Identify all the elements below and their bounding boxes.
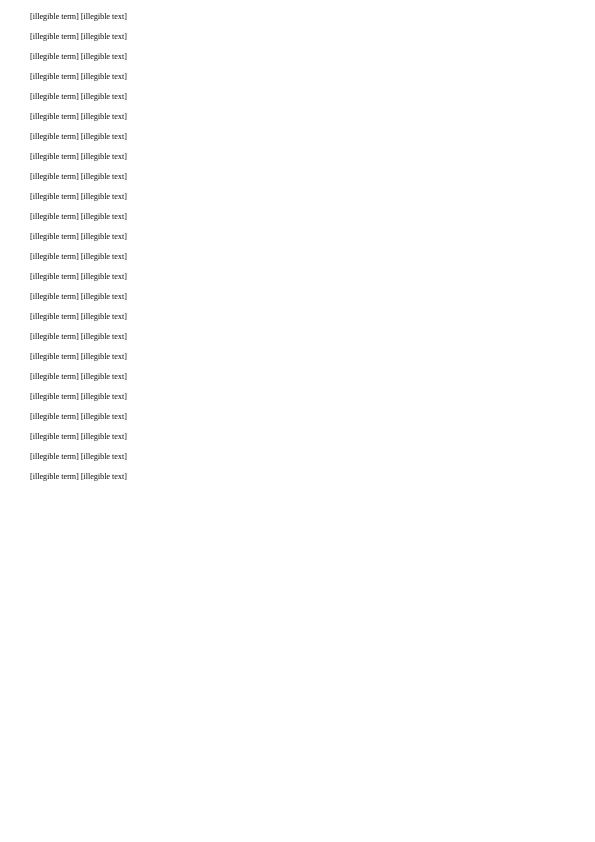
term-3-1-28: [illegible term] [30,431,79,441]
paragraph-3-1-9 [30,12,565,23]
term-3-1-19: [illegible term] [30,231,79,241]
term-3-1-18: [illegible term] [30,211,79,221]
definition-3-1-25: [illegible text] [80,371,127,381]
definition-3-1-26: [illegible text] [80,391,127,401]
term-3-1-9: [illegible term] [30,12,79,21]
definition-3-1-21: [illegible text] [80,271,127,281]
paragraph-3-1-16 [30,172,565,183]
note-label-2: [illegible term] [30,291,79,301]
definition-3-1-20: [illegible text] [80,251,127,261]
paragraph-3-1-25 [30,372,565,383]
definition-3-1-19: [illegible text] [80,231,127,241]
definition-3-1-10: [illegible text] [80,51,127,61]
note-text-3: [illegible text] [80,451,127,461]
paragraph-3-1-10 [30,52,565,63]
definition-3-1-29: [illegible text] [80,471,127,481]
definition-3-1-11: [illegible text] [80,71,127,81]
definition-3-1-22: [illegible text] [80,311,127,321]
term-3-1-27: [illegible term] [30,411,79,421]
paragraph-3-1-18 [30,212,565,223]
term-3-1-26: [illegible term] [30,391,79,401]
term-3-1-21: [illegible term] [30,271,79,281]
paragraph-3-1-12 [30,92,565,103]
paragraph-3-1-19 [30,232,565,243]
definition-3-1-14: [illegible text] [80,131,127,141]
paragraph-3-1-24 [30,352,565,363]
paragraph-3-1-22 [30,312,565,323]
note-2 [30,292,565,303]
term-3-1-23: [illegible term] [30,331,79,341]
definition-3-1-24: [illegible text] [80,351,127,361]
paragraph-3-1-14 [30,132,565,143]
paragraph-3-1-27 [30,412,565,423]
definition-3-1-12: [illegible text] [80,91,127,101]
definition-3-1-23: [illegible text] [80,331,127,341]
term-3-1-29: [illegible term] [30,471,79,481]
term-3-1-25: [illegible term] [30,371,79,381]
definition-3-1-9: [illegible text] [80,12,127,21]
term-3-1-13: [illegible term] [30,111,79,121]
note-1 [30,32,565,43]
definition-3-1-28: [illegible text] [80,431,127,441]
definition-3-1-18: [illegible text] [80,211,127,221]
paragraph-3-1-26 [30,392,565,403]
definition-3-1-17: [illegible text] [80,191,127,201]
paragraph-3-1-29 [30,472,565,483]
note-3 [30,452,565,463]
definition-3-1-16: [illegible text] [80,171,127,181]
definition-3-1-13: [illegible text] [80,111,127,121]
paragraph-3-1-13 [30,112,565,123]
term-3-1-15: [illegible term] [30,151,79,161]
note-text-1: [illegible text] [80,31,127,41]
paragraph-3-1-20 [30,252,565,263]
term-3-1-12: [illegible term] [30,91,79,101]
paragraph-3-1-17 [30,192,565,203]
paragraph-3-1-28 [30,432,565,443]
term-3-1-20: [illegible term] [30,251,79,261]
term-3-1-17: [illegible term] [30,191,79,201]
term-3-1-24: [illegible term] [30,351,79,361]
term-3-1-10: [illegible term] [30,51,79,61]
term-3-1-16: [illegible term] [30,171,79,181]
definition-3-1-27: [illegible text] [80,411,127,421]
term-3-1-14: [illegible term] [30,131,79,141]
note-label-3: [illegible term] [30,451,79,461]
paragraph-3-1-21 [30,272,565,283]
note-text-2: [illegible text] [80,291,127,301]
paragraph-3-1-15 [30,152,565,163]
paragraph-3-1-23 [30,332,565,343]
note-label-1: [illegible term] [30,31,79,41]
term-3-1-11: [illegible term] [30,71,79,81]
term-3-1-22: [illegible term] [30,311,79,321]
definition-3-1-15: [illegible text] [80,151,127,161]
paragraph-3-1-11 [30,72,565,83]
